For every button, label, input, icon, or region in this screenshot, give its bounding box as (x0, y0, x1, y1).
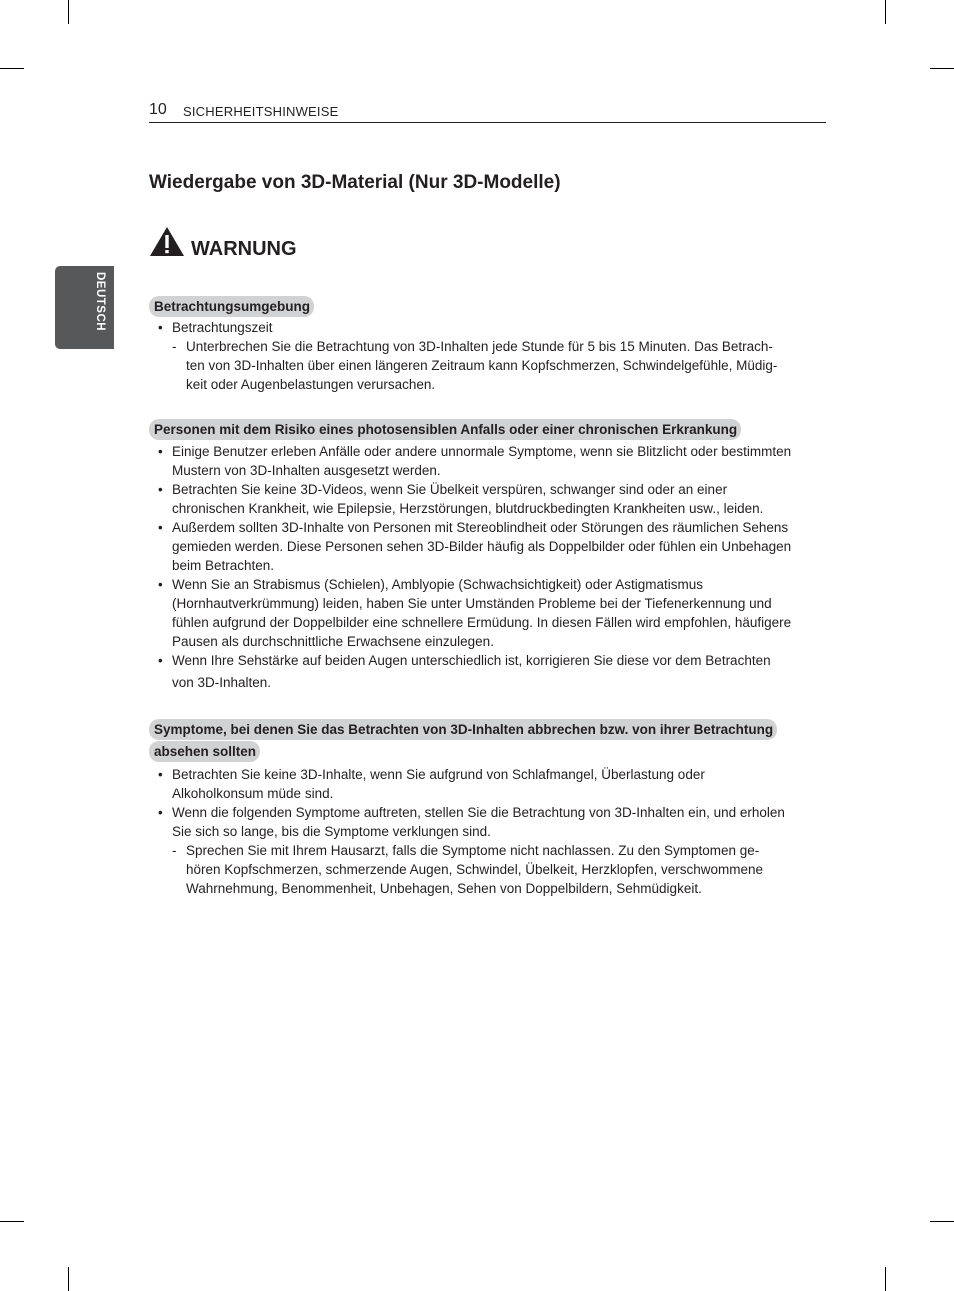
section-photosensitive-risk (149, 442, 829, 692)
section-stop-symptoms (149, 765, 829, 898)
language-tab-label: DEUTSCH (94, 272, 106, 332)
page-number: 10 (149, 101, 167, 118)
crop-mark (930, 1221, 954, 1222)
list-item: • Einige Benutzer erleben Anfälle oder andere unnormale Symptome, wenn sie Blitzlicht oder bestimmten Mustern von 3D-Inhalten ausgesetzt werden. (158, 444, 792, 478)
running-head: SICHERHEITSHINWEISE (183, 104, 339, 119)
language-tab (55, 266, 114, 349)
bullet: • (158, 320, 163, 335)
sub-list-item: - Sprechen Sie mit Ihrem Hausarzt, falls die Symptome nicht nachlassen. Zu den Symptomen ge- hören Kopfschmerzen, schmerzende Augen, Schwindel, Übelkeit, Herzklopfen, verschwommene Wahrnehmung, Benommenheit, Unbehagen, Sehen von Doppelbildern, Sehmüdigkeit. (172, 843, 764, 896)
crop-mark (68, 1267, 69, 1291)
page-header (149, 101, 826, 123)
bullet: • (158, 653, 163, 668)
subheading-stop-symptoms: Symptome, bei denen Sie das Betrachten von 3D-Inhalten abbrechen bzw. von ihrer Betrachtung (149, 719, 777, 740)
crop-mark (68, 0, 69, 24)
subheading-viewing-environment: Betrachtungsumgebung (149, 296, 314, 317)
bullet: • (158, 520, 163, 535)
crop-mark (885, 0, 886, 24)
bullet: • (158, 805, 163, 820)
crop-mark (885, 1267, 886, 1291)
warning-label: WARNUNG (191, 238, 297, 260)
bullet: • (158, 767, 163, 782)
subheading-stop-symptoms-continued: absehen sollten (149, 741, 260, 762)
warning-triangle-icon (149, 226, 185, 257)
section-title: Wiedergabe von 3D-Material (Nur 3D-Modelle) (149, 172, 561, 193)
bullet: • (158, 444, 163, 459)
list-item: • Wenn Sie an Strabismus (Schielen), Amblyopie (Schwachsichtigkeit) oder Astigmatismus (Hornhautverkrümmung) leiden, haben Sie unter Umständen Probleme bei der Tiefenerkennung und fühlen aufgrund der Doppelbilder eine schnellere Ermüdung. In diesen Fällen wird empfohlen, häufigere Pausen als durchschnittliche Erwachsene einzulegen. (158, 577, 792, 649)
list-item: • Wenn die folgenden Symptome auftreten, stellen Sie die Betrachtung von 3D-Inhalten ein, und erholen Sie sich so lange, bis die Symptome verklungen sind. (158, 805, 785, 839)
dash: - (172, 339, 177, 354)
list-item: • Außerdem sollten 3D-Inhalte von Personen mit Stereoblindheit oder Störungen des räumlichen Sehens gemieden werden. Diese Personen sehen 3D-Bilder häufig als Doppelbilder oder fühlen ein Unbehagen beim Betrachten. (158, 520, 792, 573)
bullet: • (158, 482, 163, 497)
crop-mark (0, 68, 24, 69)
list-item: • Wenn Ihre Sehstärke auf beiden Augen unterschiedlich ist, korrigieren Sie diese vor dem Betrachten von 3D-Inhalten. (158, 653, 771, 690)
bullet: • (158, 577, 163, 592)
sub-list-item: - Unterbrechen Sie die Betrachtung von 3D-Inhalten jede Stunde für 5 bis 15 Minuten. Das Betrach- ten von 3D-Inhalten über einen längeren Zeitraum kann Kopfschmerzen, Schwindelgefühle, Müdig- keit oder Augenbelastungen verursachen. (172, 339, 778, 392)
section-viewing-environment (149, 318, 829, 394)
list-item: • Betrachten Sie keine 3D-Videos, wenn Sie Übelkeit verspüren, schwanger sind oder an einer chronischen Krankheit, wie Epilepsie, Herzstörungen, blutdruckbedingten Krankheiten usw., leiden. (158, 482, 764, 516)
list-item: • Betrachtungszeit (158, 320, 273, 335)
dash: - (172, 843, 177, 858)
crop-mark (930, 68, 954, 69)
list-item: • Betrachten Sie keine 3D-Inhalte, wenn Sie aufgrund von Schlafmangel, Überlastung oder Alkoholkonsum müde sind. (158, 767, 705, 801)
subheading-photosensitive-risk: Personen mit dem Risiko eines photosensiblen Anfalls oder einer chronischen Erkrankung (149, 419, 741, 440)
crop-mark (0, 1221, 24, 1222)
